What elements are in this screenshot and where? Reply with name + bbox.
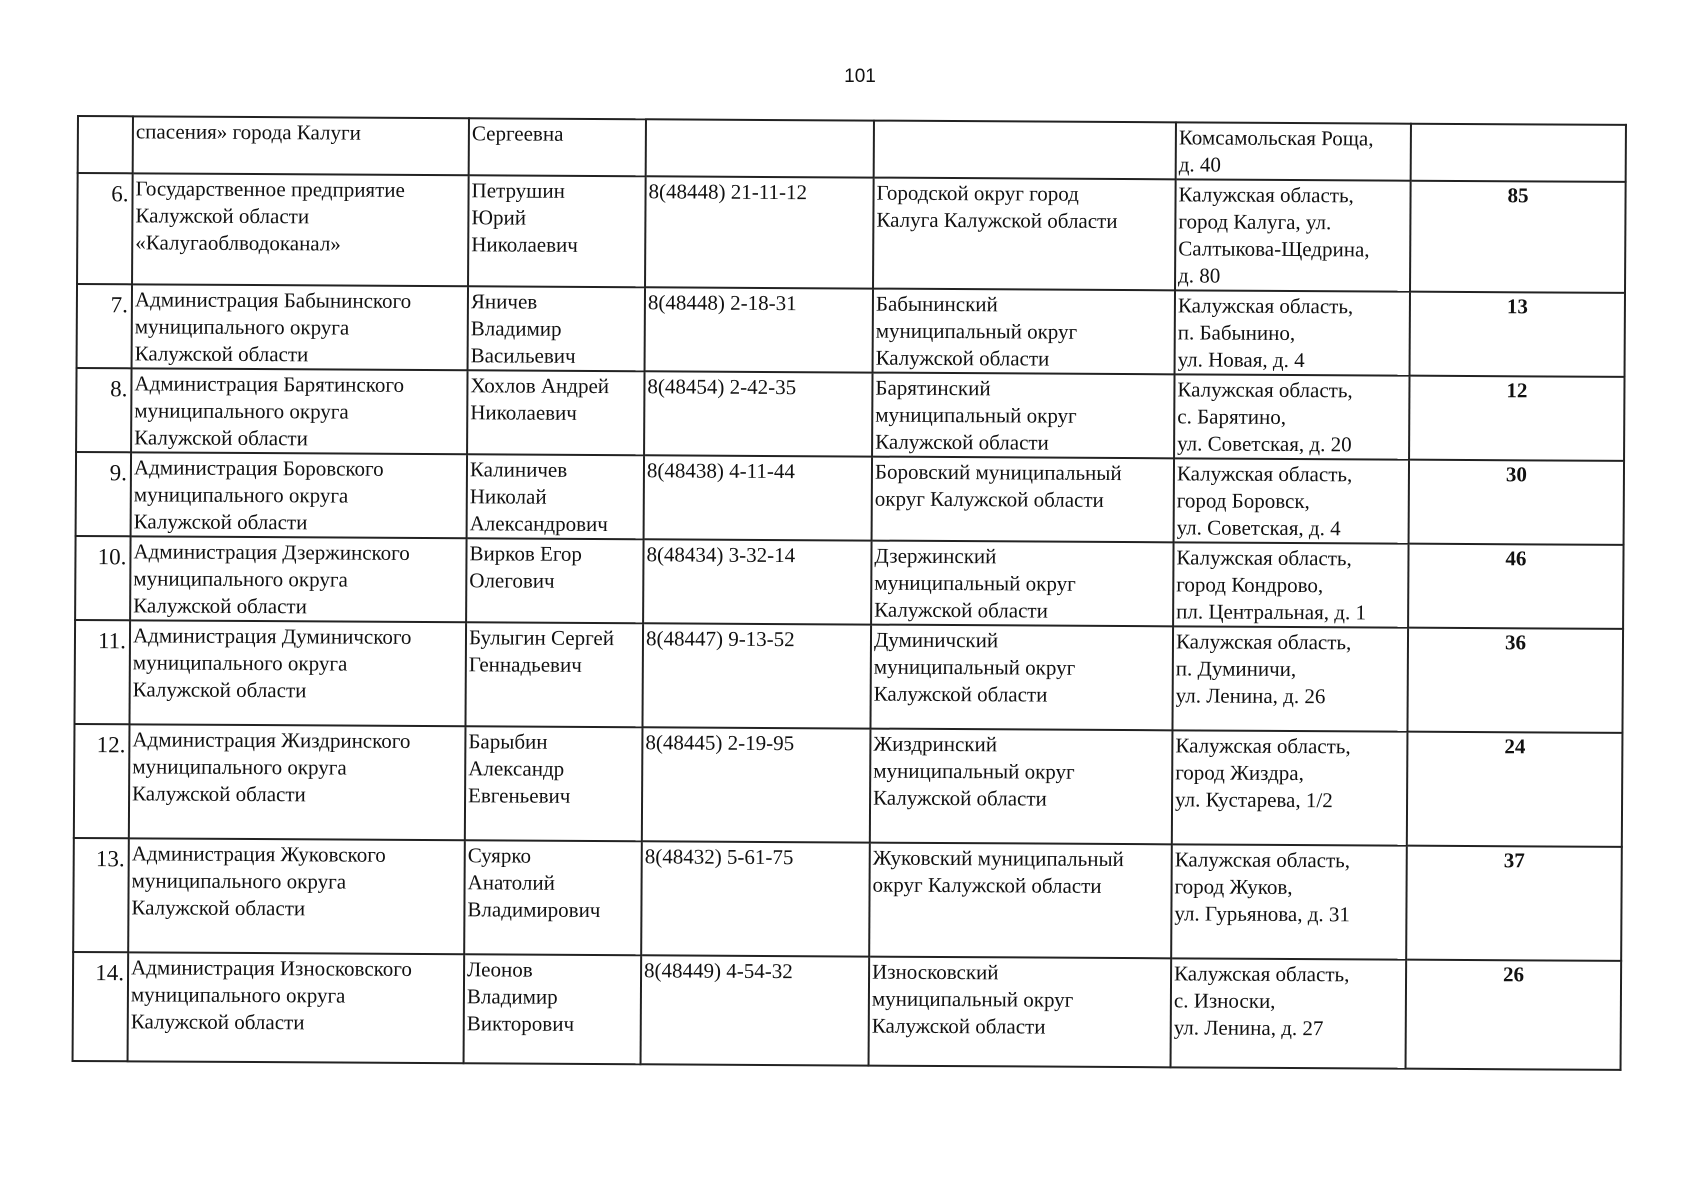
phone-number: 8(48432) 5-61-75	[641, 841, 870, 956]
table-body	[73, 116, 1626, 1070]
territory: Боровский муниципальный округ Калужской области	[872, 457, 1174, 543]
row-number: 14.	[73, 952, 129, 1061]
head-name: Суярко Анатолий Владимирович	[464, 840, 642, 955]
organization-name: Администрация Барятинского муниципального округа Калужской области	[131, 368, 467, 454]
phone-number: 8(48447) 9-13-52	[642, 623, 871, 728]
table-row	[78, 116, 1626, 182]
address: Калужская область, с. Барятино, ул. Советская, д. 20	[1174, 374, 1409, 459]
territory: Барятинский муниципальный округ Калужской области	[872, 373, 1174, 459]
territory: Жуковский муниципальный округ Калужской области	[869, 843, 1172, 959]
address: Калужская область, город Боровск, ул. Советская, д. 4	[1174, 458, 1409, 543]
address: Калужская область, город Калуга, ул. Салтыкова-Щедрина, д. 80	[1175, 179, 1411, 291]
phone-number: 8(48454) 2-42-35	[644, 371, 872, 456]
organization-name: Администрация Жиздринского муниципального округа Калужской области	[129, 724, 466, 840]
head-name: Петрушин Юрий Николаевич	[468, 175, 646, 287]
table-row	[75, 536, 1623, 629]
row-number: 13.	[73, 838, 129, 952]
phone-number	[646, 119, 874, 177]
table-row	[77, 284, 1625, 377]
table-row	[73, 838, 1622, 961]
head-name: Яничев Владимир Васильевич	[468, 286, 645, 371]
table-row	[74, 724, 1623, 847]
territory: Думиничский муниципальный округ Калужской области	[870, 625, 1173, 731]
head-name: Сергеевна	[469, 118, 646, 176]
count-value: 26	[1406, 960, 1622, 1070]
phone-number: 8(48434) 3-32-14	[643, 539, 871, 624]
row-number: 11.	[74, 620, 130, 724]
head-name: Вирков Егор Олегович	[466, 538, 643, 623]
phone-number: 8(48448) 21-11-12	[645, 176, 874, 288]
count-value: 85	[1410, 181, 1626, 293]
territory: Дзержинский муниципальный округ Калужской области	[871, 541, 1173, 627]
head-name: Барыбин Александр Евгеньевич	[465, 726, 643, 841]
count-value: 30	[1409, 460, 1624, 545]
address: Калужская область, город Жуков, ул. Гурьянова, д. 31	[1171, 844, 1407, 959]
table-row	[77, 173, 1626, 293]
phone-number: 8(48438) 4-11-44	[644, 455, 872, 540]
table-row	[74, 620, 1623, 733]
row-number: 8.	[76, 368, 131, 452]
territory: Городской округ город Калуга Калужской области	[873, 178, 1176, 291]
count-value: 13	[1410, 292, 1625, 377]
count-value: 12	[1409, 376, 1624, 461]
organization-name: Администрация Износковского муниципального округа Калужской области	[128, 952, 465, 1063]
row-number	[78, 116, 133, 173]
page-number: 101	[844, 66, 876, 87]
organization-name: Государственное предприятие Калужской области «Калугаоблводоканал»	[132, 173, 469, 286]
count-value: 37	[1406, 846, 1622, 961]
head-name: Хохлов Андрей Николаевич	[467, 370, 644, 455]
address: Калужская область, п. Думиничи, ул. Ленина, д. 26	[1172, 626, 1408, 731]
organization-name: Администрация Дзержинского муниципального округа Калужской области	[130, 536, 466, 622]
row-number: 9.	[76, 452, 131, 536]
count-value: 46	[1408, 544, 1623, 629]
phone-number: 8(48448) 2-18-31	[645, 287, 873, 372]
organization-name: Администрация Думиничского муниципального округа Калужской области	[129, 620, 466, 726]
count-value: 36	[1407, 628, 1623, 733]
address: Калужская область, город Жиздра, ул. Кустарева, 1/2	[1172, 730, 1408, 845]
organization-name: Администрация Боровского муниципального округа Калужской области	[131, 452, 467, 538]
address: Калужская область, город Кондрово, пл. Центральная, д. 1	[1173, 542, 1408, 627]
territory	[874, 121, 1176, 180]
row-number: 10.	[75, 536, 130, 620]
phone-number: 8(48449) 4-54-32	[641, 955, 870, 1065]
table-row	[76, 452, 1624, 545]
row-number: 12.	[74, 724, 130, 838]
count-value	[1411, 124, 1626, 182]
address: Комсамольская Роща, д. 40	[1176, 122, 1411, 180]
row-number: 7.	[77, 284, 132, 368]
organizations-table	[72, 115, 1627, 1071]
territory: Бабынинский муниципальный округ Калужской области	[873, 289, 1175, 375]
organization-name: Администрация Жуковского муниципального округа Калужской области	[128, 838, 465, 954]
address: Калужская область, с. Износки, ул. Ленина, д. 27	[1171, 958, 1407, 1068]
address: Калужская область, п. Бабынино, ул. Новая, д. 4	[1175, 290, 1410, 375]
head-name: Булыгин Сергей Геннадьевич	[465, 622, 643, 727]
head-name: Калиничев Николай Александрович	[467, 454, 644, 539]
territory: Износковский муниципальный округ Калужской области	[869, 957, 1172, 1068]
organization-name: Администрация Бабынинского муниципального округа Калужской области	[132, 284, 468, 370]
territory: Жиздринский муниципальный округ Калужской области	[870, 729, 1173, 845]
table-row	[76, 368, 1624, 461]
phone-number: 8(48445) 2-19-95	[642, 727, 871, 842]
organization-name: спасения» города Калуги	[133, 116, 469, 175]
count-value: 24	[1407, 732, 1623, 847]
table-row	[73, 952, 1622, 1070]
row-number: 6.	[77, 173, 133, 284]
head-name: Леонов Владимир Викторович	[464, 954, 642, 1064]
